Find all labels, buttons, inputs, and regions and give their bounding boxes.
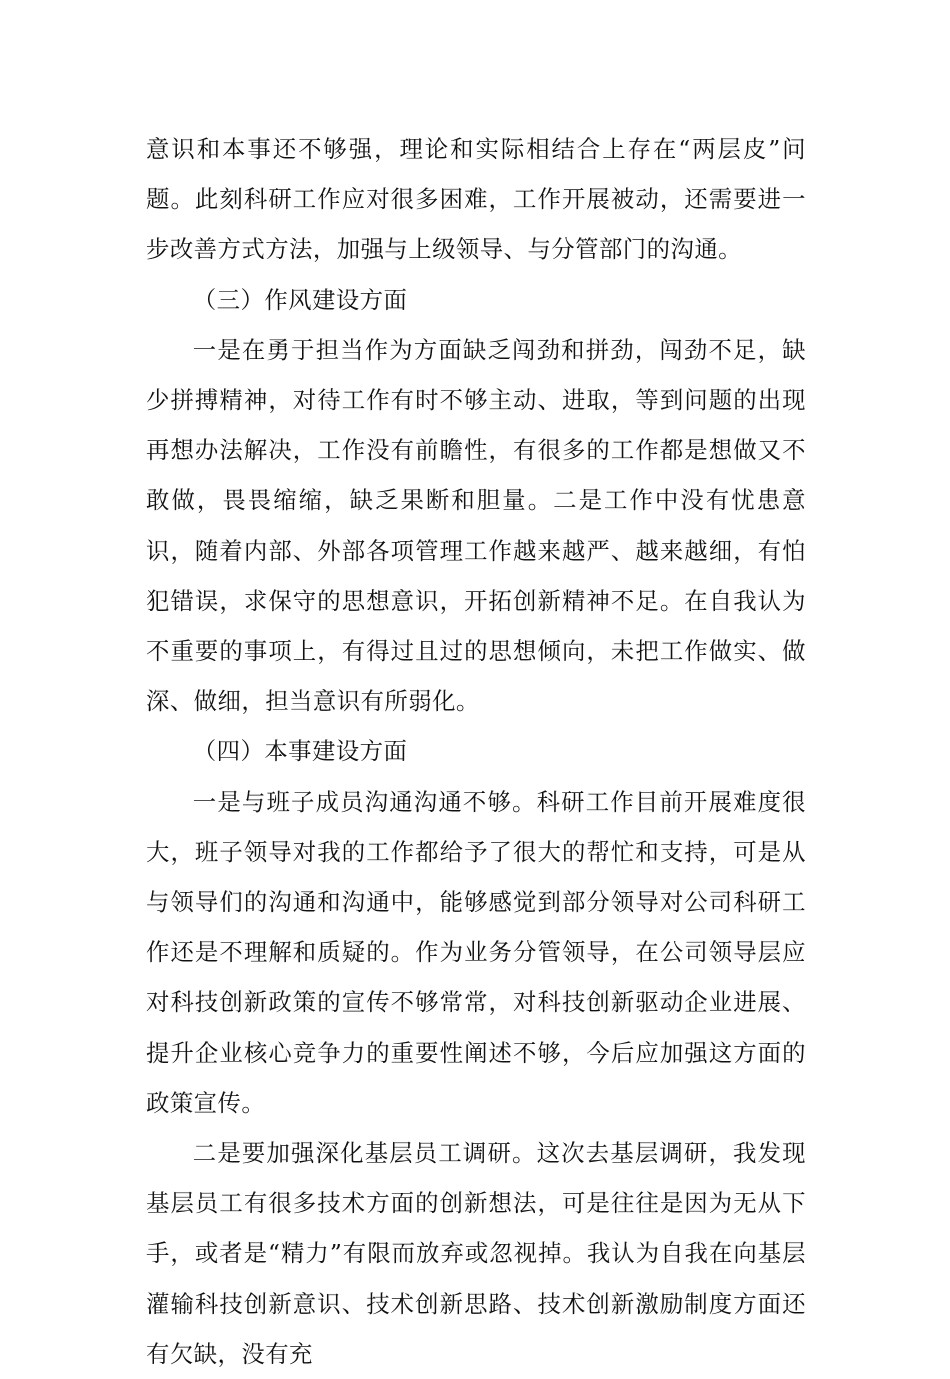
paragraph-grassroots-research: 二是要加强深化基层员工调研。这次去基层调研，我发现基层员工有很多技术方面的创新想法，可是往往是因为无从下手，或者是“精力”有限而放弃或忽视掉。我认为自我在向基层灌输科技创新意识、技术创新思路、技术创新激励制度方面还有欠缺，没有充 — [146, 1139, 806, 1368]
paragraph-continuation: 意识和本事还不够强，理论和实际相结合上存在“两层皮”问题。此刻科研工作应对很多困难，工作开展被动，还需要进一步改善方式方法，加强与上级领导、与分管部门的沟通。 — [146, 135, 806, 264]
paragraph-style-issues: 一是在勇于担当作为方面缺乏闯劲和拼劲，闯劲不足，缺少拼搏精神，对待工作有时不够主动、进取，等到问题的出现再想办法解决，工作没有前瞻性，有很多的工作都是想做又不敢做，畏畏缩缩，缺乏果断和胆量。二是工作中没有忧患意识，随着内部、外部各项管理工作越来越严、越来越细，有怕犯错误，求保守的思想意识，开拓创新精神不足。在自我认为不重要的事项上，有得过且过的思想倾向，未把工作做实、做深、做细，担当意识有所弱化。 — [146, 335, 806, 716]
document-body — [146, 124, 806, 1379]
section-heading-style: （三）作风建设方面 — [192, 285, 408, 314]
paragraph-team-communication: 一是与班子成员沟通沟通不够。科研工作目前开展难度很大，班子领导对我的工作都给予了很大的帮忙和支持，可是从与领导们的沟通和沟通中，能够感觉到部分领导对公司科研工作还是不理解和质疑的。作为业务分管领导，在公司领导层应对科技创新政策的宣传不够常常，对科技创新驱动企业进展、提升企业核心竞争力的重要性阐述不够，今后应加强这方面的政策宣传。 — [146, 787, 806, 1117]
section-heading-ability: （四）本事建设方面 — [192, 737, 408, 766]
